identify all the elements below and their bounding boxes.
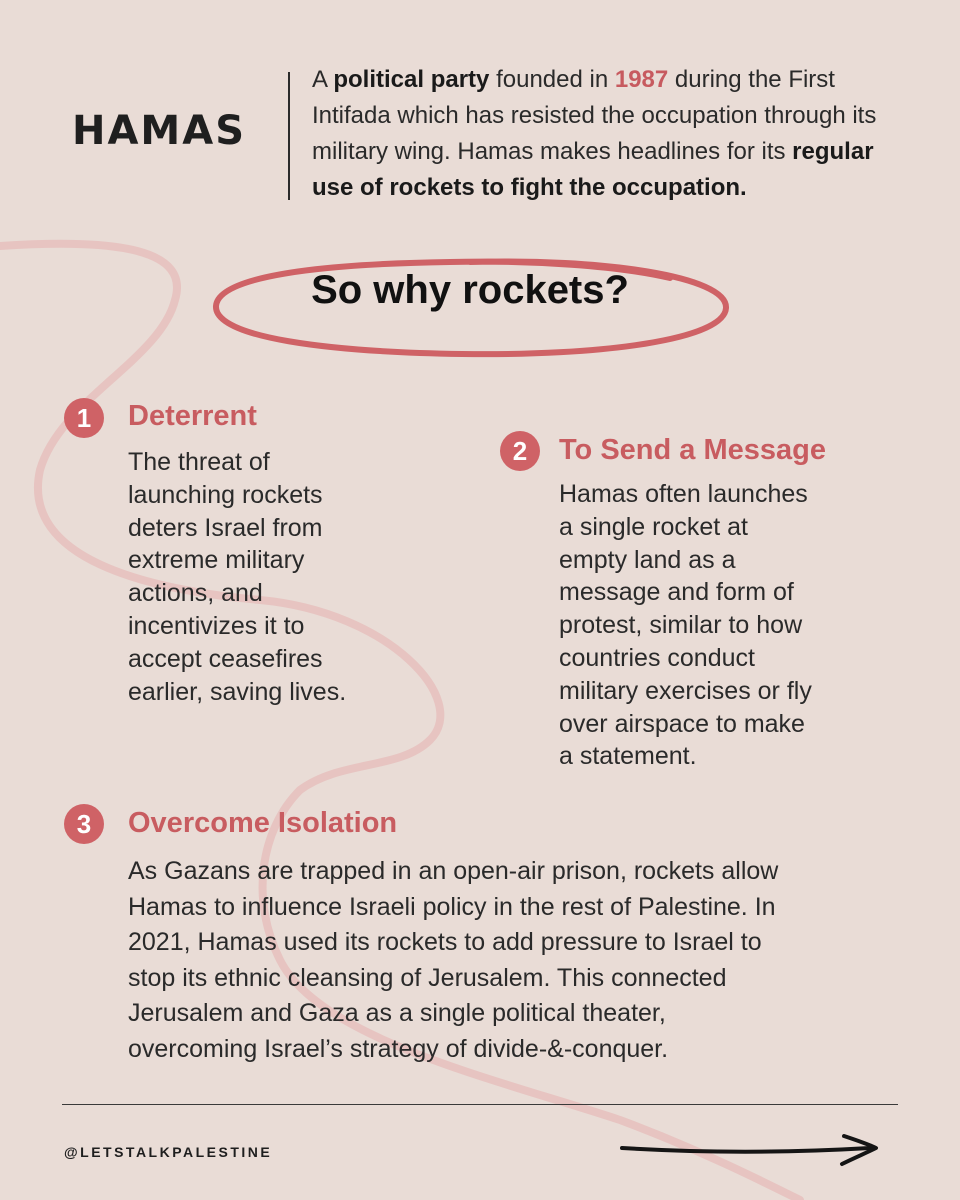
section-3-title: Overcome Isolation bbox=[128, 807, 398, 839]
section-1-line: extreme military bbox=[128, 546, 305, 575]
section-2-line: empty land as a bbox=[559, 545, 736, 574]
section-1-number-badge: 1 bbox=[64, 398, 104, 438]
section-3-body bbox=[128, 854, 918, 1067]
section-2-line: military exercises or fly bbox=[559, 676, 812, 705]
section-2-line: over airspace to make bbox=[559, 709, 805, 738]
section-3-line: stop its ethnic cleansing of Jerusalem. This connected bbox=[128, 963, 727, 992]
section-3-line: 2021, Hamas used its rockets to add pressure to Israel to bbox=[128, 928, 762, 956]
section-2-number-badge: 2 bbox=[500, 431, 540, 471]
header-title: HAMAS bbox=[72, 108, 247, 154]
section-2-body bbox=[559, 478, 919, 773]
section-2-line: a statement. bbox=[559, 742, 697, 771]
section-2-title: To Send a Message bbox=[559, 434, 826, 466]
question-heading: So why rockets? bbox=[311, 268, 629, 312]
footer-divider bbox=[62, 1104, 898, 1105]
section-1-line: launching rockets bbox=[128, 480, 323, 509]
section-3-line: Hamas to influence Israeli policy in the rest of Palestine. In bbox=[128, 892, 776, 921]
section-3-line: As Gazans are trapped in an open-air prison, rockets allow bbox=[128, 857, 779, 885]
section-3-number-badge: 3 bbox=[64, 804, 104, 844]
intro-paragraph: A political party founded in 1987 during the First Intifada which has resisted the occupation through its military wing. Hamas makes headlines for its regular use of rockets to fight the occupation. bbox=[312, 66, 877, 201]
section-1-line: earlier, saving lives. bbox=[128, 677, 347, 706]
section-2-line: Hamas often launches bbox=[559, 480, 808, 508]
section-1-title: Deterrent bbox=[128, 400, 257, 432]
section-1-line: incentivizes it to bbox=[128, 611, 305, 640]
social-handle: @LETSTALKPALESTINE bbox=[64, 1144, 273, 1160]
right-arrow-icon[interactable] bbox=[618, 1128, 884, 1172]
section-1-line: actions, and bbox=[128, 579, 263, 608]
section-1-line: The threat of bbox=[128, 448, 270, 476]
section-1-line: accept ceasefires bbox=[128, 644, 323, 673]
header-divider bbox=[288, 72, 290, 200]
section-2-line: countries conduct bbox=[559, 643, 755, 672]
section-3-line: overcoming Israel’s strategy of divide-&-conquer. bbox=[128, 1034, 669, 1063]
section-3-line: Jerusalem and Gaza as a single political theater, bbox=[128, 999, 666, 1027]
section-2-line: protest, similar to how bbox=[559, 611, 803, 640]
section-1-body bbox=[128, 446, 428, 708]
section-2-line: a single rocket at bbox=[559, 512, 748, 541]
section-2-line: message and form of bbox=[559, 578, 794, 607]
section-1-line: deters Israel from bbox=[128, 513, 323, 542]
